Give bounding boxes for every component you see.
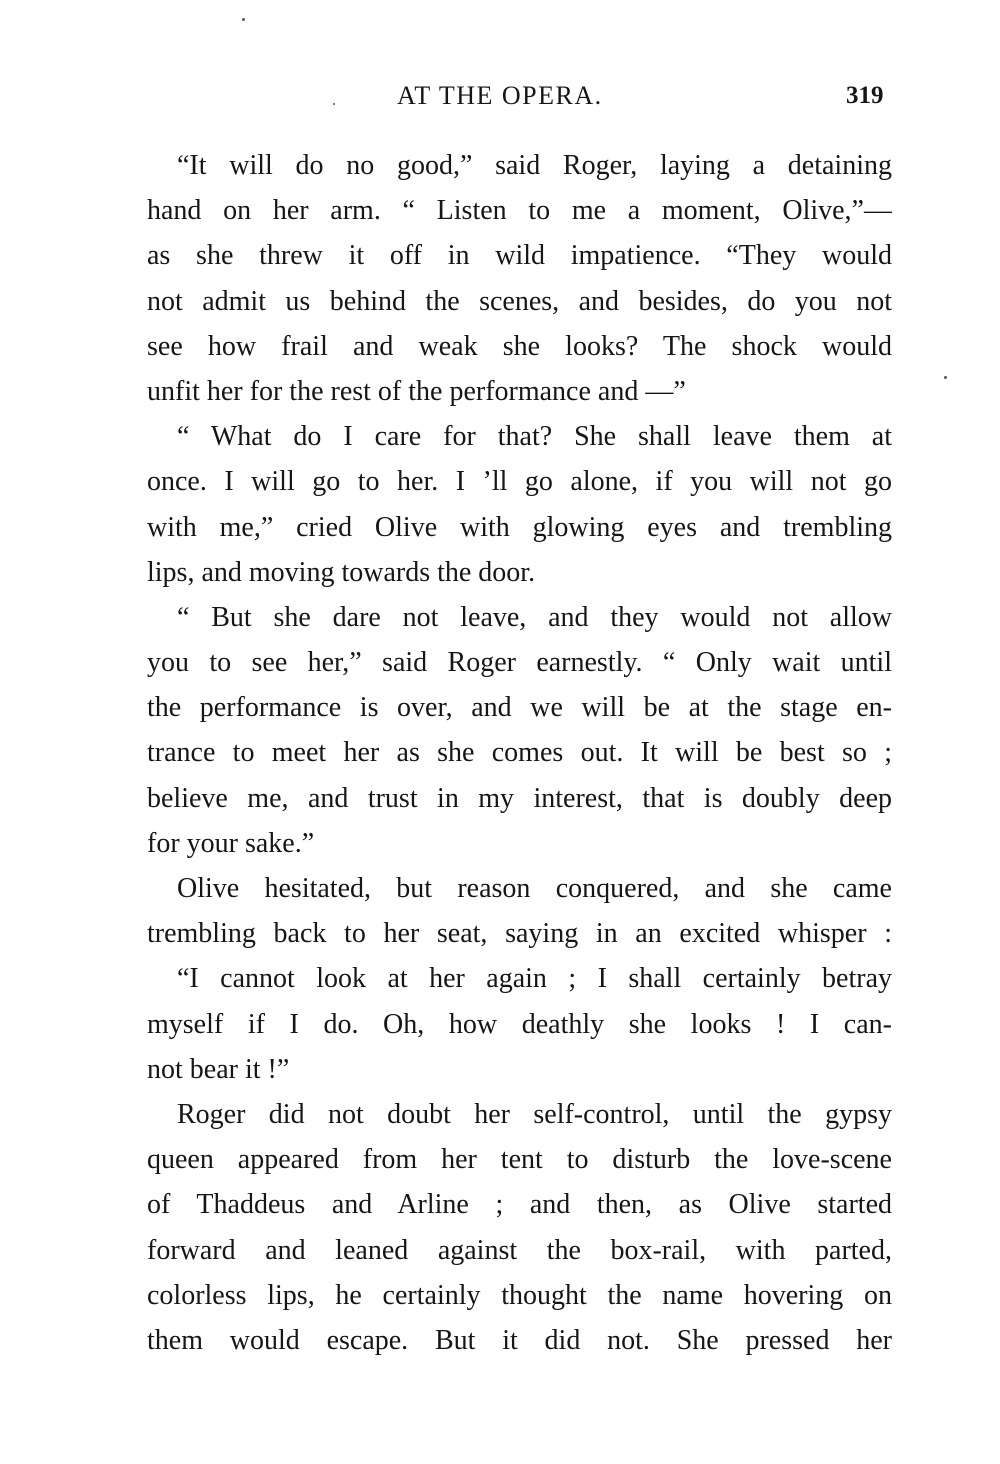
text-line: forward and leaned against the box-rail, with parted, [147,1234,892,1266]
print-speck [944,376,947,379]
text-line: “It will do no good,” said Roger, laying a detaining [177,150,892,181]
text-line: once. I will go to her. I ’ll go alone, if you will not go [147,466,892,498]
text-line: them would escape. But it did not. She pressed her [147,1324,892,1356]
paragraph [147,414,892,595]
text-line: with me,” cried Olive with glowing eyes and trembling [147,511,892,543]
text-line: for your sake.” [147,827,315,859]
text-line: “I cannot look at her again ; I shall certainly betray [177,963,892,995]
paragraph [147,595,892,866]
text-line: you to see her,” said Roger earnestly. “ Only wait until [147,647,892,679]
text-line: Roger did not doubt her self-control, until the gypsy [177,1098,892,1130]
print-speck [242,18,245,21]
text-line: myself if I do. Oh, how deathly she looks ! I can- [147,1008,892,1040]
paragraph [147,1092,892,1363]
paragraph [147,143,892,414]
text-line: as she threw it off in wild impatience. “They would [147,240,892,272]
running-header [0,78,1000,114]
paragraph [147,956,892,1092]
text-line: the performance is over, and we will be at the stage en- [147,692,892,724]
text-line: unfit her for the rest of the performance and —” [147,375,686,407]
page-number: 319 [846,82,884,109]
text-line: not bear it !” [147,1053,290,1085]
text-line: Olive hesitated, but reason conquered, and she came [177,873,892,904]
text-line: lips, and moving towards the door. [147,556,536,588]
running-title: AT THE OPERA. [397,81,603,110]
text-line: see how frail and weak she looks? The shock would [147,330,892,362]
text-line: hand on her arm. “ Listen to me a moment, Olive,”— [147,195,892,227]
text-line: not admit us behind the scenes, and besides, do you not [147,285,892,317]
text-line: queen appeared from her tent to disturb the love-scene [147,1144,892,1176]
text-line: “ What do I care for that? She shall leave them at [177,421,892,453]
text-line: trembling back to her seat, saying in an excited whisper : [147,918,892,950]
text-line: of Thaddeus and Arline ; and then, as Olive started [147,1189,892,1221]
text-line: trance to meet her as she comes out. It will be best so ; [147,737,892,769]
text-line: colorless lips, he certainly thought the name hovering on [147,1279,892,1311]
text-line: “ But she dare not leave, and they would not allow [177,601,892,633]
text-line: believe me, and trust in my interest, that is doubly deep [147,782,892,814]
paragraph [147,866,892,956]
body-text [147,143,892,1363]
